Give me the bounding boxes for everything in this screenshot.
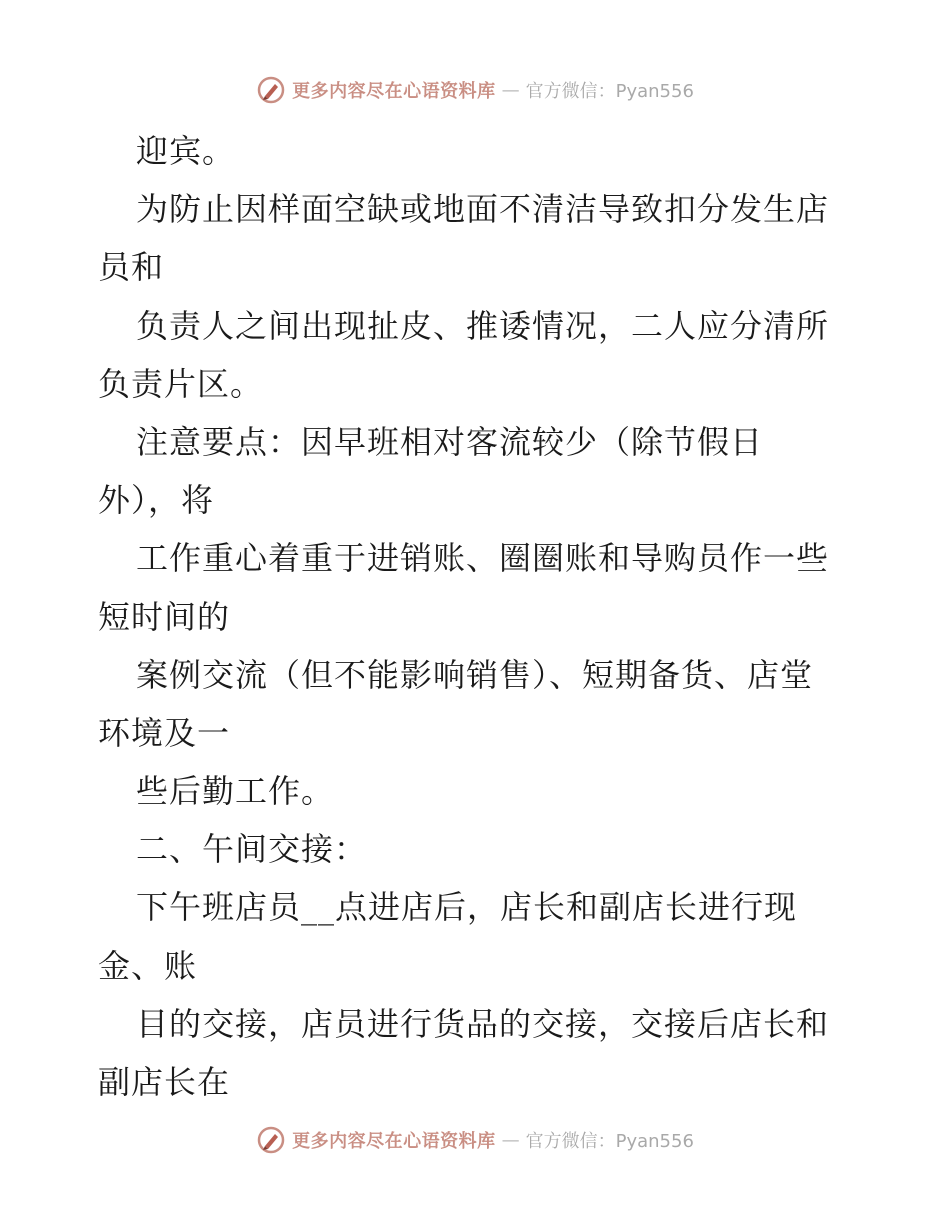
body-text-line: 工作重心着重于进销账、圈圈账和导购员作一些 (136, 539, 830, 578)
body-text-line: 为防止因样面空缺或地面不清洁导致扣分发生店 (136, 190, 830, 229)
pen-logo-icon (256, 1125, 286, 1155)
body-text-line: 案例交流（但不能影响销售）、短期备货、店堂 (136, 655, 814, 694)
watermark-separator: — (501, 1129, 520, 1151)
watermark-wechat-text: 官方微信：Pyan556 (525, 81, 694, 102)
watermark-main-text: 更多内容尽在心语资料库 (292, 81, 496, 102)
pen-logo-icon (256, 75, 286, 105)
body-text-line: 下午班店员__点进店后，店长和副店长进行现 (136, 888, 798, 927)
body-text-line: 外），将 (98, 481, 215, 520)
body-text-line: 注意要点：因早班相对客流较少（除节假日 (136, 422, 764, 461)
footer-watermark (0, 1120, 950, 1160)
watermark-main-text: 更多内容尽在心语资料库 (292, 1131, 496, 1152)
body-text-line: 些后勤工作。 (136, 772, 335, 811)
watermark-separator: — (501, 79, 520, 101)
body-text-line: 金、账 (98, 946, 198, 985)
body-text-line: 目的交接，店员进行货品的交接，交接后店长和 (136, 1004, 830, 1043)
body-text-line: 负责片区。 (98, 364, 264, 403)
document-body (98, 122, 858, 1111)
header-watermark (0, 70, 950, 110)
body-text-line: 员和 (98, 248, 165, 287)
watermark-wechat-text: 官方微信：Pyan556 (525, 1131, 694, 1152)
body-text-line: 短时间的 (98, 597, 231, 636)
body-text-line: 迎宾。 (136, 132, 236, 170)
body-text-line: 副店长在 (98, 1063, 231, 1101)
body-text-line: 负责人之间出现扯皮、推诿情况，二人应分清所 (136, 306, 830, 345)
body-text-line: 二、午间交接： (136, 830, 368, 869)
body-text-line: 环境及一 (98, 713, 231, 752)
